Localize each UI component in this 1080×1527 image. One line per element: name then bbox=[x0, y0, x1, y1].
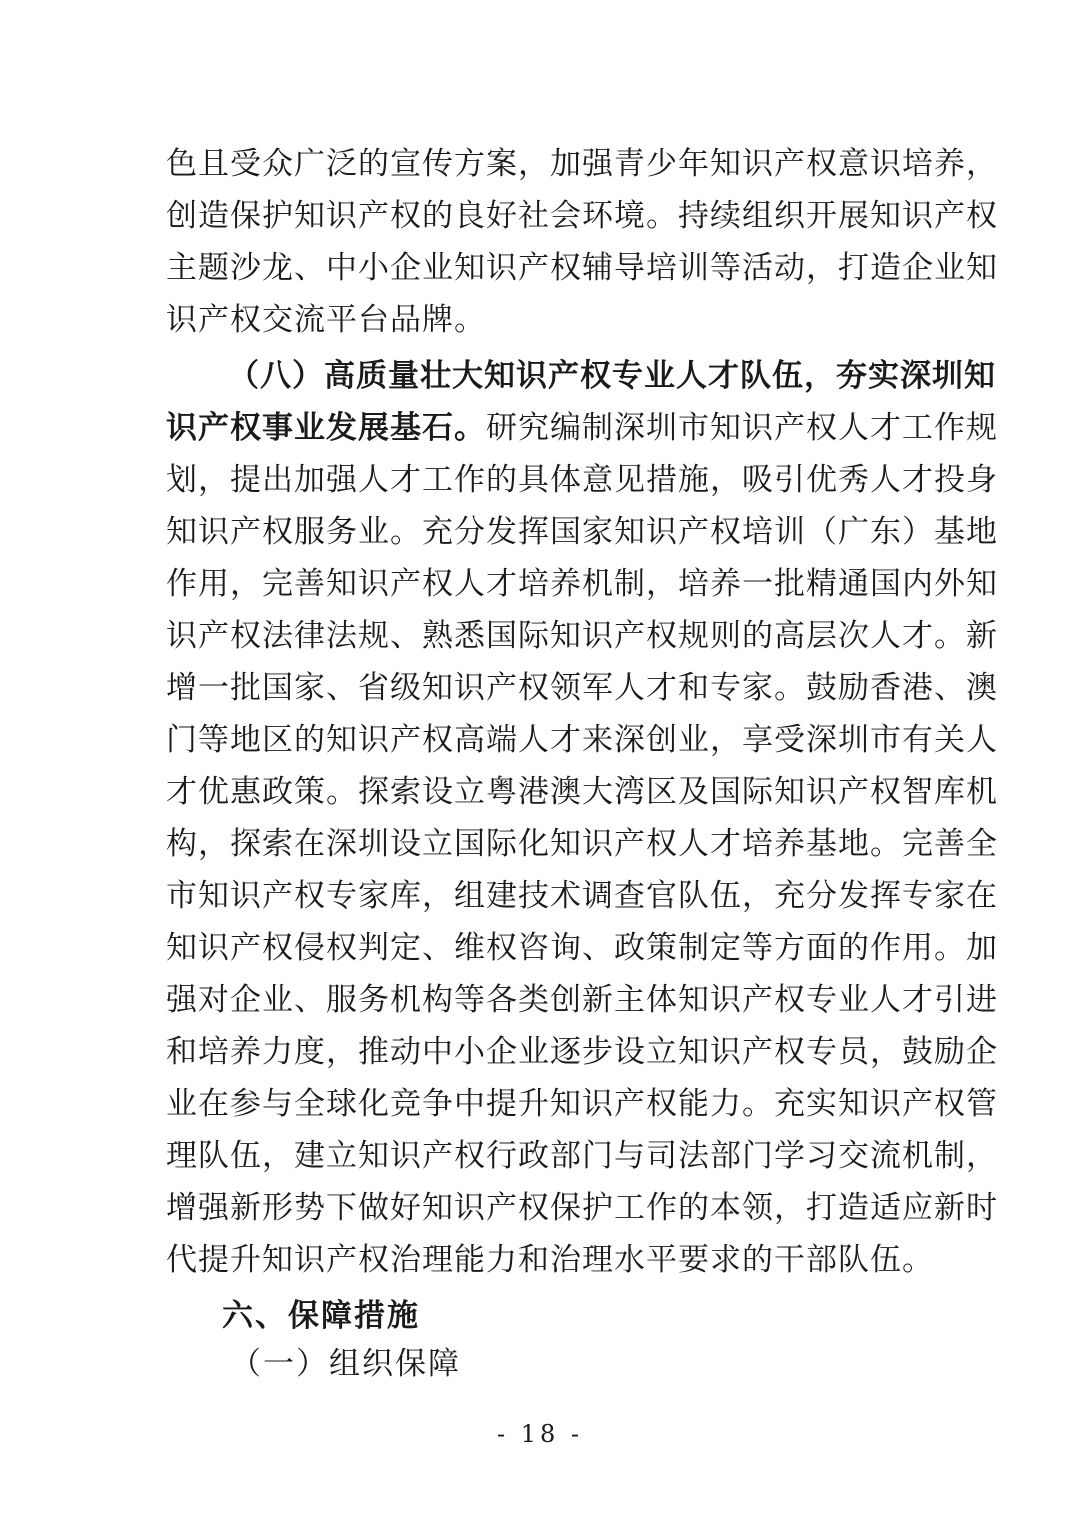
paragraph-line: 业在参与全球化竞争中提升知识产权能力。充实知识产权管 bbox=[166, 1086, 998, 1122]
paragraph-line: 才优惠政策。探索设立粤港澳大湾区及国际知识产权智库机 bbox=[166, 774, 998, 810]
paragraph-line-mixed bbox=[166, 402, 998, 454]
paragraph-line: 知识产权侵权判定、维权咨询、政策制定等方面的作用。加 bbox=[166, 930, 998, 966]
paragraph-line: 理队伍，建立知识产权行政部门与司法部门学习交流机制， bbox=[166, 1138, 998, 1174]
paragraph-line: 增一批国家、省级知识产权领军人才和专家。鼓励香港、澳 bbox=[166, 670, 998, 706]
paragraph-line: 构，探索在深圳设立国际化知识产权人才培养基地。完善全 bbox=[166, 826, 998, 862]
paragraph-line: 和培养力度，推动中小企业逐步设立知识产权专员，鼓励企 bbox=[166, 1034, 998, 1070]
paragraph-line: 主题沙龙、中小企业知识产权辅导培训等活动，打造企业知 bbox=[166, 250, 998, 286]
paragraph-line: 作用，完善知识产权人才培养机制，培养一批精通国内外知 bbox=[166, 566, 998, 602]
item-heading-line: （八）高质量壮大知识产权专业人才队伍，夯实深圳知 bbox=[228, 358, 996, 394]
paragraph-line: 市知识产权专家库，组建技术调查官队伍，充分发挥专家在 bbox=[166, 878, 998, 914]
paragraph-line: 识产权法律法规、熟悉国际知识产权规则的高层次人才。新 bbox=[166, 618, 998, 654]
section-heading: 六、保障措施 bbox=[222, 1298, 420, 1334]
paragraph-line: 色且受众广泛的宣传方案，加强青少年知识产权意识培养， bbox=[166, 146, 998, 182]
paragraph-line: 门等地区的知识产权高端人才来深创业，享受深圳市有关人 bbox=[166, 722, 998, 758]
paragraph-line: 创造保护知识产权的良好社会环境。持续组织开展知识产权 bbox=[166, 198, 998, 234]
paragraph-line: 代提升知识产权治理能力和治理水平要求的干部队伍。 bbox=[166, 1242, 934, 1278]
page-number: - 18 - bbox=[496, 1420, 583, 1448]
subsection-heading: （一）组织保障 bbox=[230, 1346, 461, 1382]
item-heading-tail: 识产权事业发展基石。 bbox=[166, 410, 486, 446]
paragraph-line: 增强新形势下做好知识产权保护工作的本领，打造适应新时 bbox=[166, 1190, 998, 1226]
paragraph-line: 知识产权服务业。充分发挥国家知识产权培训（广东）基地 bbox=[166, 514, 998, 550]
paragraph-line: 识产权交流平台品牌。 bbox=[166, 302, 486, 338]
paragraph-line: 划，提出加强人才工作的具体意见措施，吸引优秀人才投身 bbox=[166, 462, 998, 498]
paragraph-line: 强对企业、服务机构等各类创新主体知识产权专业人才引进 bbox=[166, 982, 998, 1018]
paragraph-text: 研究编制深圳市知识产权人才工作规 bbox=[486, 410, 998, 446]
